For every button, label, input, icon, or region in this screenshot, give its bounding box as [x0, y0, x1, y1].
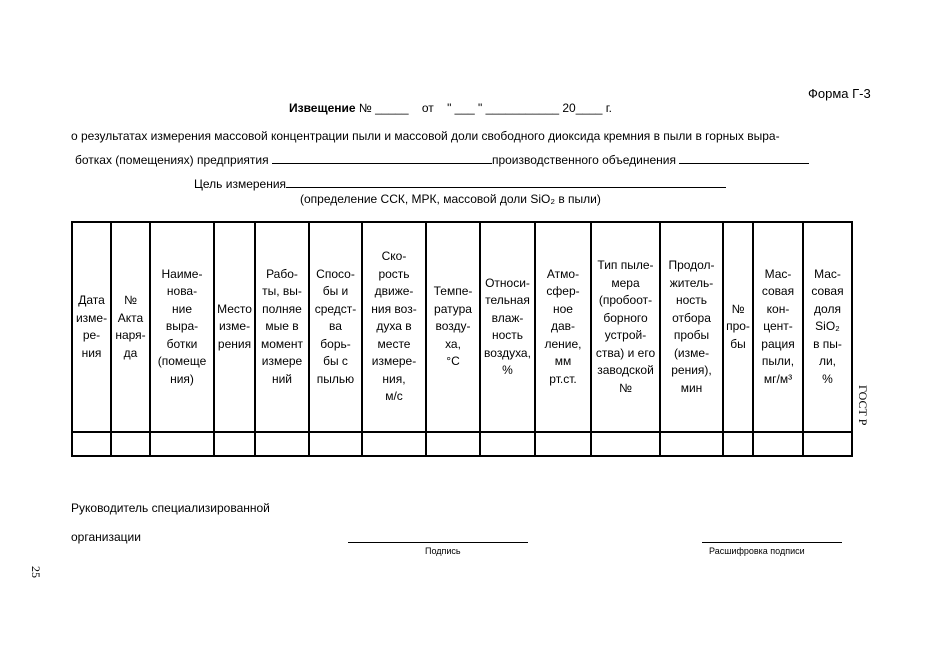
header-place: Место изме- рения	[214, 222, 255, 432]
header-dust-meter-type: Тип пыле- мера (пробоот- борного устрой- ства) и его заводской №	[591, 222, 660, 432]
header-works: Рабо- ты, вы- полняе мые в момент измере ний	[255, 222, 309, 432]
page-number: 25	[29, 566, 43, 578]
notice-title-fields: № _____ от " ___ " ___________ 20____ г.	[355, 101, 612, 115]
header-air-speed: Ско- рость движе- ния воз- духа в месте измере- ния, м/с	[362, 222, 426, 432]
signature-line-2: организации	[71, 530, 141, 544]
table-row	[72, 432, 852, 456]
intro-line-2	[75, 153, 809, 167]
header-dust-control: Спосо- бы и средст- ва борь- бы с пылью	[309, 222, 362, 432]
intro-line-1: о результатах измерения массовой концентрации пыли и массовой доли свободного диоксида кремния в пыли в горных выра-	[71, 129, 780, 143]
header-sio2-fraction: Мас- совая доля SiO₂ в пы- ли, %	[803, 222, 852, 432]
header-date: Дата изме- ре- ния	[72, 222, 111, 432]
header-working-name: Наиме- нова- ние выра- ботки (помеще ния)	[150, 222, 214, 432]
gost-side-label: ГОСТ Р	[856, 385, 870, 426]
form-label: Форма Г-3	[808, 86, 871, 101]
association-blank	[679, 163, 809, 164]
header-humidity: Относи- тельная влаж- ность воздуха, %	[480, 222, 535, 432]
decode-caption: Расшифровка подписи	[709, 546, 805, 556]
signature-caption: Подпись	[425, 546, 461, 556]
header-duration: Продол- житель- ность отбора пробы (изме- рения), мин	[660, 222, 723, 432]
decode-blank	[702, 530, 842, 543]
enterprise-blank	[272, 163, 492, 164]
header-temperature: Темпе- ратура возду- ха, °С	[426, 222, 480, 432]
measurement-table	[71, 221, 853, 457]
purpose-blank	[286, 187, 726, 188]
signature-line-1: Руководитель специализированной	[71, 501, 270, 515]
table-header-row	[72, 222, 852, 432]
header-act-number: № Акта наря- да	[111, 222, 150, 432]
header-sample-number: № про- бы	[723, 222, 753, 432]
notice-title	[289, 101, 612, 115]
header-pressure: Атмо- сфер- ное дав- ление, мм рт.ст.	[535, 222, 591, 432]
header-dust-concentration: Мас- совая кон- цент- рация пыли, мг/м³	[753, 222, 803, 432]
purpose-label: Цель измерения	[194, 177, 287, 191]
notice-title-bold: Извещение	[289, 101, 356, 115]
purpose-note: (определение ССК, МРК, массовой доли SiO₂ в пыли)	[300, 192, 601, 206]
signature-blank	[348, 530, 528, 543]
association-label: производственного объединения	[491, 153, 680, 167]
enterprise-label: ботках (помещениях) предприятия	[75, 153, 272, 167]
purpose-line	[194, 177, 726, 191]
